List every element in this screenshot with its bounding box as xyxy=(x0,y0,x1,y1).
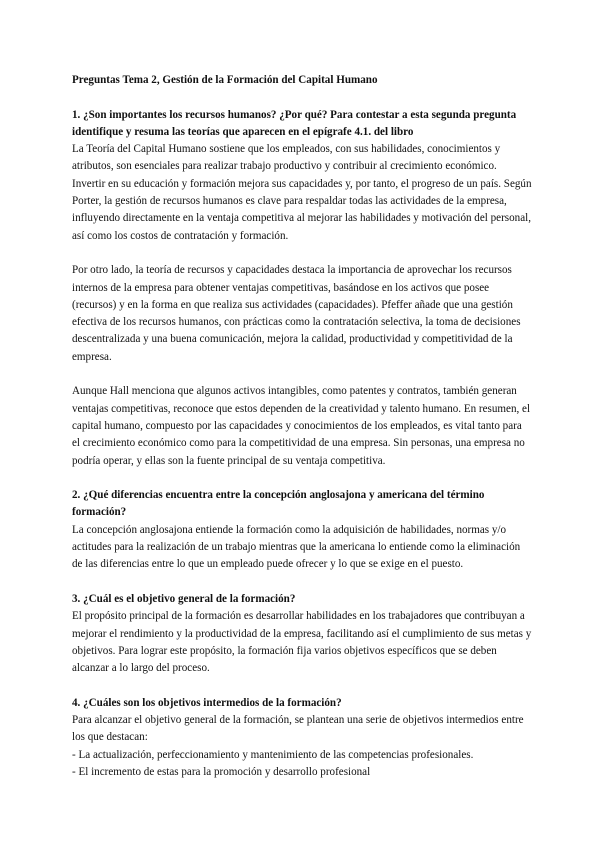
answer-2-paragraph-1: La concepción anglosajona entiende la formación como la adquisición de habilidades, normas y/o actitudes para la realización de un trabajo mientras que la americana lo entiende como la eliminación de las diferencias entre lo que un empleado puede ofrecer y lo que se exige en el puesto. xyxy=(72,523,521,571)
answer-4-paragraph-1: Para alcanzar el objetivo general de la formación, se plantean una serie de objetivos intermedios entre los que destacan: xyxy=(72,713,524,744)
answer-3-paragraph-1: El propósito principal de la formación es desarrollar habilidades en los trabajadores que contribuyan a mejorar el rendimiento y la productividad de la empresa, facilitando así el cumplimiento de sus metas y objetivos. Para lograr este propósito, la formación fija varios objetivos específicos que se deben alcanzar a lo largo del proceso. xyxy=(72,610,532,675)
document-title: Preguntas Tema 2, Gestión de la Formación del Capital Humano xyxy=(72,74,378,86)
answer-1-paragraph-3: Aunque Hall menciona que algunos activos intangibles, como patentes y contratos, también generan ventajas competitivas, reconoce que estos dependen de la creatividad y talento humano. En resumen, el capital humano, compuesto por las capacidades y conocimientos de los empleados, es vital tanto para el crecimiento económico como para la competitividad de una empresa. Sin personas, una empresa no podría operar, y ellas son la fuente principal de su ventaja competitiva. xyxy=(72,385,531,467)
answer-1-paragraph-2: Por otro lado, la teoría de recursos y capacidades destaca la importancia de aprovechar los recursos internos de la empresa para obtener ventajas competitivas, basándose en los activos que posee (recursos) y en la forma en que realiza sus actividades (capacidades). Pfeffer añade que una gestión efectiva de los recursos humanos, con prácticas como la contratación selectiva, la toma de decisiones descentralizada y una buena comunicación, mejora la calidad, productividad y competitividad de la empresa. xyxy=(72,264,521,363)
question-3: 3. ¿Cuál es el objetivo general de la formación? xyxy=(72,592,296,605)
section-3 xyxy=(72,591,532,677)
question-4: 4. ¿Cuáles son los objetivos intermedios de la formación? xyxy=(72,696,342,709)
section-4 xyxy=(72,695,532,781)
document-page xyxy=(72,72,532,781)
question-2: 2. ¿Qué diferencias encuentra entre la concepción anglosajona y americana del término formación? xyxy=(72,489,485,519)
answer-4-list-item-2: - El incremento de estas para la promoción y desarrollo profesional xyxy=(72,765,371,778)
section-1 xyxy=(72,107,532,470)
answer-1-paragraph-1: La Teoría del Capital Humano sostiene que los empleados, con sus habilidades, conocimientos y atributos, son esenciales para realizar trabajo productivo y contribuir al crecimiento económico. Invertir en su educación y formación mejora sus capacidades y, por tanto, el progreso de un país. Según Porter, la gestión de recursos humanos es clave para respaldar todas las actividades de la empresa, influyendo directamente en la ventaja competitiva al mejorar las habilidades y motivación del personal, así como los costos de contratación y formación. xyxy=(72,143,532,242)
answer-4-list-item-1: - La actualización, perfeccionamiento y mantenimiento de las competencias profesionales. xyxy=(72,748,474,761)
section-2 xyxy=(72,487,532,573)
question-1: 1. ¿Son importantes los recursos humanos? ¿Por qué? Para contestar a esta segunda pregunta identifique y resuma las teorías que aparecen en el epígrafe 4.1. del libro xyxy=(72,108,517,138)
